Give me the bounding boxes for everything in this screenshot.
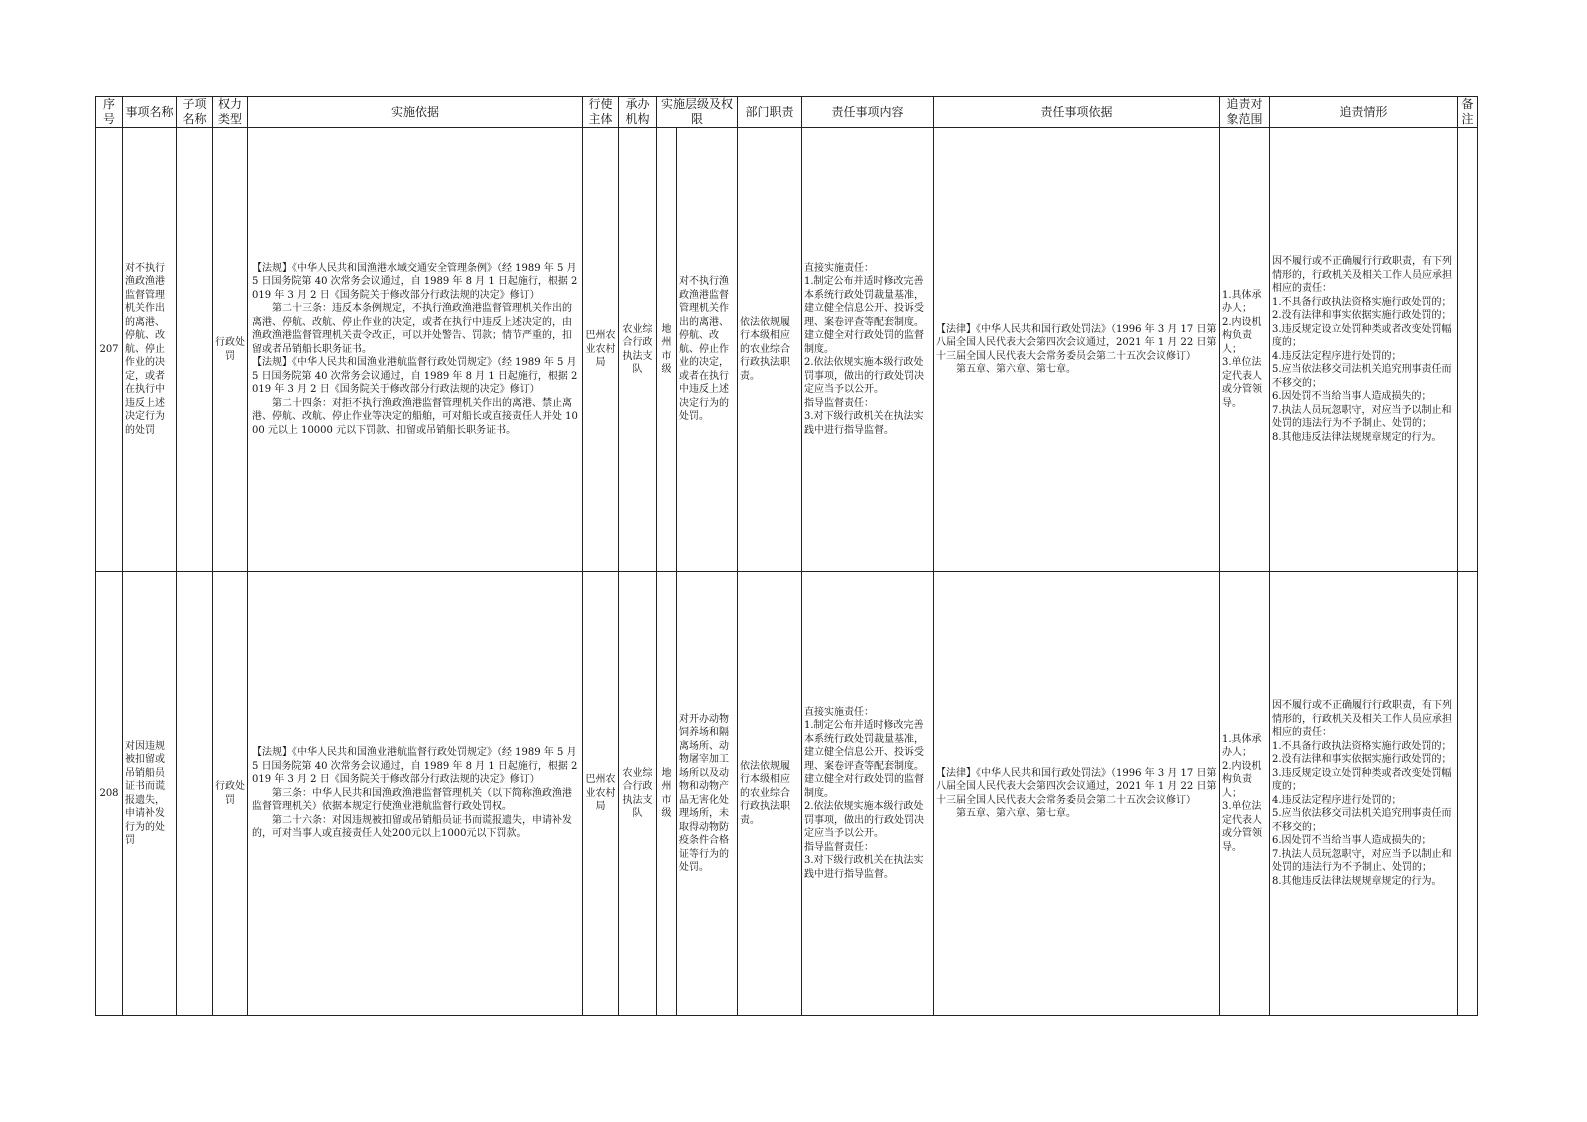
cell-level-desc: 对不执行渔政渔港监督管理机关作出的离港、停航、改航、停止作业的决定，或者在执行中违反上述决定行为的处罚。 — [677, 128, 738, 572]
cell-sub-name — [177, 128, 213, 572]
cell-remark — [1458, 128, 1478, 572]
header-resp-basis: 责任事项依据 — [934, 97, 1220, 128]
header-basis: 实施依据 — [248, 97, 583, 128]
cell-resp-content: 直接实施责任： 1.制定公布并适时修改完善本系统行政处罚裁量基准，建立健全信息公开、投诉受理、案卷评查等配套制度。建立健全对行政处罚的监督制度。 2.依法依规实施本级行政处罚事项，做出的行政处罚决定应当予以公开。 指导监督责任： 3.对下级行政机关在执法实践中进行指导监督。 — [802, 572, 934, 1016]
cell-power-type: 行政处罚 — [213, 128, 248, 572]
cell-subject: 巴州农业农村局 — [583, 572, 619, 1016]
header-duty: 部门职责 — [738, 97, 802, 128]
header-item-name: 事项名称 — [123, 97, 177, 128]
cell-agency: 农业综合行政执法支队 — [619, 128, 657, 572]
header-level: 实施层级及权限 — [657, 97, 738, 128]
cell-level-desc: 对开办动物饲养场和隔离场所、动物屠宰加工场所以及动物和动物产品无害化处理场所，未取得动物防疫条件合格证等行为的处罚。 — [677, 572, 738, 1016]
header-situation: 追责情形 — [1270, 97, 1458, 128]
cell-seq: 208 — [96, 572, 123, 1016]
cell-situation: 因不履行或不正确履行行政职责，有下列情形的，行政机关及相关工作人员应承担相应的责任： 1.不具备行政执法资格实施行政处罚的； 2.没有法律和事实依据实施行政处罚的； 3.违反规定设立处罚种类或者改变处罚幅度的； 4.违反法定程序进行处罚的； 5.应当依法移交司法机关追究刑事责任而不移交的； 6.因处罚不当给当事人造成损失的； 7.执法人员玩忽职守，对应当予以制止和处罚的违法行为不予制止、处罚的； 8.其他违反法律法规规章规定的行为。 — [1270, 572, 1458, 1016]
header-resp-content: 责任事项内容 — [802, 97, 934, 128]
header-scope: 追责对象范围 — [1220, 97, 1270, 128]
table-row — [96, 128, 1478, 572]
cell-item-name: 对不执行渔政渔港监督管理机关作出的离港、停航、改航、停止作业的决定，或者在执行中违反上述决定行为的处罚 — [123, 128, 177, 572]
cell-basis: 【法规】《中华人民共和国渔业港航监督行政处罚规定》（经 1989 年 5 月 5 日国务院第 40 次常务会议通过，自 1989 年 8 月 1 日起施行，根据 2019 年 3 月 2 日《国务院关于修改部分行政法规的决定》修订） 第三条：中华人民共和国渔政渔港监督管理机关（以下简称渔政渔港监督管理机关）依据本规定行使渔业港航监督行政处罚权。 第二十六条：对因违规被扣留或吊销船员证书而谎报遗失，申请补发的，可对当事人或直接责任人处200元以上1000元以下罚款。 — [248, 572, 583, 1016]
cell-scope: 1.具体承办人； 2.内设机构负责人； 3.单位法定代表人或分管领导。 — [1220, 572, 1270, 1016]
cell-seq: 207 — [96, 128, 123, 572]
header-seq: 序号 — [96, 97, 123, 128]
header-remark: 备注 — [1458, 97, 1478, 128]
cell-situation: 因不履行或不正确履行行政职责，有下列情形的，行政机关及相关工作人员应承担相应的责任： 1.不具备行政执法资格实施行政处罚的； 2.没有法律和事实依据实施行政处罚的； 3.违反规定设立处罚种类或者改变处罚幅度的； 4.违反法定程序进行处罚的； 5.应当依法移交司法机关追究刑事责任而不移交的； 6.因处罚不当给当事人造成损失的； 7.执法人员玩忽职守，对应当予以制止和处罚的违法行为不予制止、处罚的； 8.其他违反法律法规规章规定的行为。 — [1270, 128, 1458, 572]
cell-sub-name — [177, 572, 213, 1016]
header-subject: 行使主体 — [583, 97, 619, 128]
cell-subject: 巴州农业农村局 — [583, 128, 619, 572]
cell-item-name: 对因违规被扣留或吊销船员证书而谎报遗失，申请补发行为的处罚 — [123, 572, 177, 1016]
header-power-type: 权力类型 — [213, 97, 248, 128]
header-row — [96, 97, 1478, 128]
table-row — [96, 572, 1478, 1016]
cell-remark — [1458, 572, 1478, 1016]
header-agency: 承办机构 — [619, 97, 657, 128]
cell-duty: 依法依规履行本级相应的农业综合行政执法职责。 — [738, 572, 802, 1016]
cell-level: 地州市级 — [657, 572, 677, 1016]
cell-resp-basis: 【法律】《中华人民共和国行政处罚法》（1996 年 3 月 17 日第八届全国人民代表大会第四次会议通过，2021 年 1 月 22 日第十三届全国人民代表大会常务委员会第二十五次会议修订） 第五章、第六章、第七章。 — [934, 572, 1220, 1016]
cell-resp-basis: 【法律】《中华人民共和国行政处罚法》（1996 年 3 月 17 日第八届全国人民代表大会第四次会议通过，2021 年 1 月 22 日第十三届全国人民代表大会常务委员会第二十五次会议修订） 第五章、第六章、第七章。 — [934, 128, 1220, 572]
cell-level: 地州市级 — [657, 128, 677, 572]
cell-resp-content: 直接实施责任： 1.制定公布并适时修改完善本系统行政处罚裁量基准，建立健全信息公开、投诉受理、案卷评查等配套制度。建立健全对行政处罚的监督制度。 2.依法依规实施本级行政处罚事项，做出的行政处罚决定应当予以公开。 指导监督责任： 3.对下级行政机关在执法实践中进行指导监督。 — [802, 128, 934, 572]
header-sub-name: 子项名称 — [177, 97, 213, 128]
cell-duty: 依法依规履行本级相应的农业综合行政执法职责。 — [738, 128, 802, 572]
cell-scope: 1.具体承办人； 2.内设机构负责人； 3.单位法定代表人或分管领导。 — [1220, 128, 1270, 572]
cell-agency: 农业综合行政执法支队 — [619, 572, 657, 1016]
cell-basis: 【法规】《中华人民共和国渔港水域交通安全管理条例》（经 1989 年 5 月 5 日国务院第 40 次常务会议通过，自 1989 年 8 月 1 日起施行，根据 2019 年 3 月 2 日《国务院关于修改部分行政法规的决定》修订） 第二十三条：违反本条例规定，不执行渔政渔港监督管理机关作出的离港、停航、改航、停止作业的决定，或者在执行中违反上述决定的，由渔政渔港监督管理机关责令改正，可以并处警告、罚款；情节严重的，扣留或者吊销船长职务证书。 【法规】《中华人民共和国渔业港航监督行政处罚规定》（经 1989 年 5 月 5 日国务院第 40 次常务会议通过，自 1989 年 8 月 1 日起施行，根据 2019 年 3 月 2 日《国务院关于修改部分行政法规的决定》修订） 第二十四条：对拒不执行渔政渔港监督管理机关作出的离港、禁止离港、停航、改航、停止作业等决定的船舶，可对船长或直接责任人并处 1000 元以上 10000 元以下罚款、扣留或吊销船长职务证书。 — [248, 128, 583, 572]
cell-power-type: 行政处罚 — [213, 572, 248, 1016]
power-list-table — [95, 96, 1478, 1016]
